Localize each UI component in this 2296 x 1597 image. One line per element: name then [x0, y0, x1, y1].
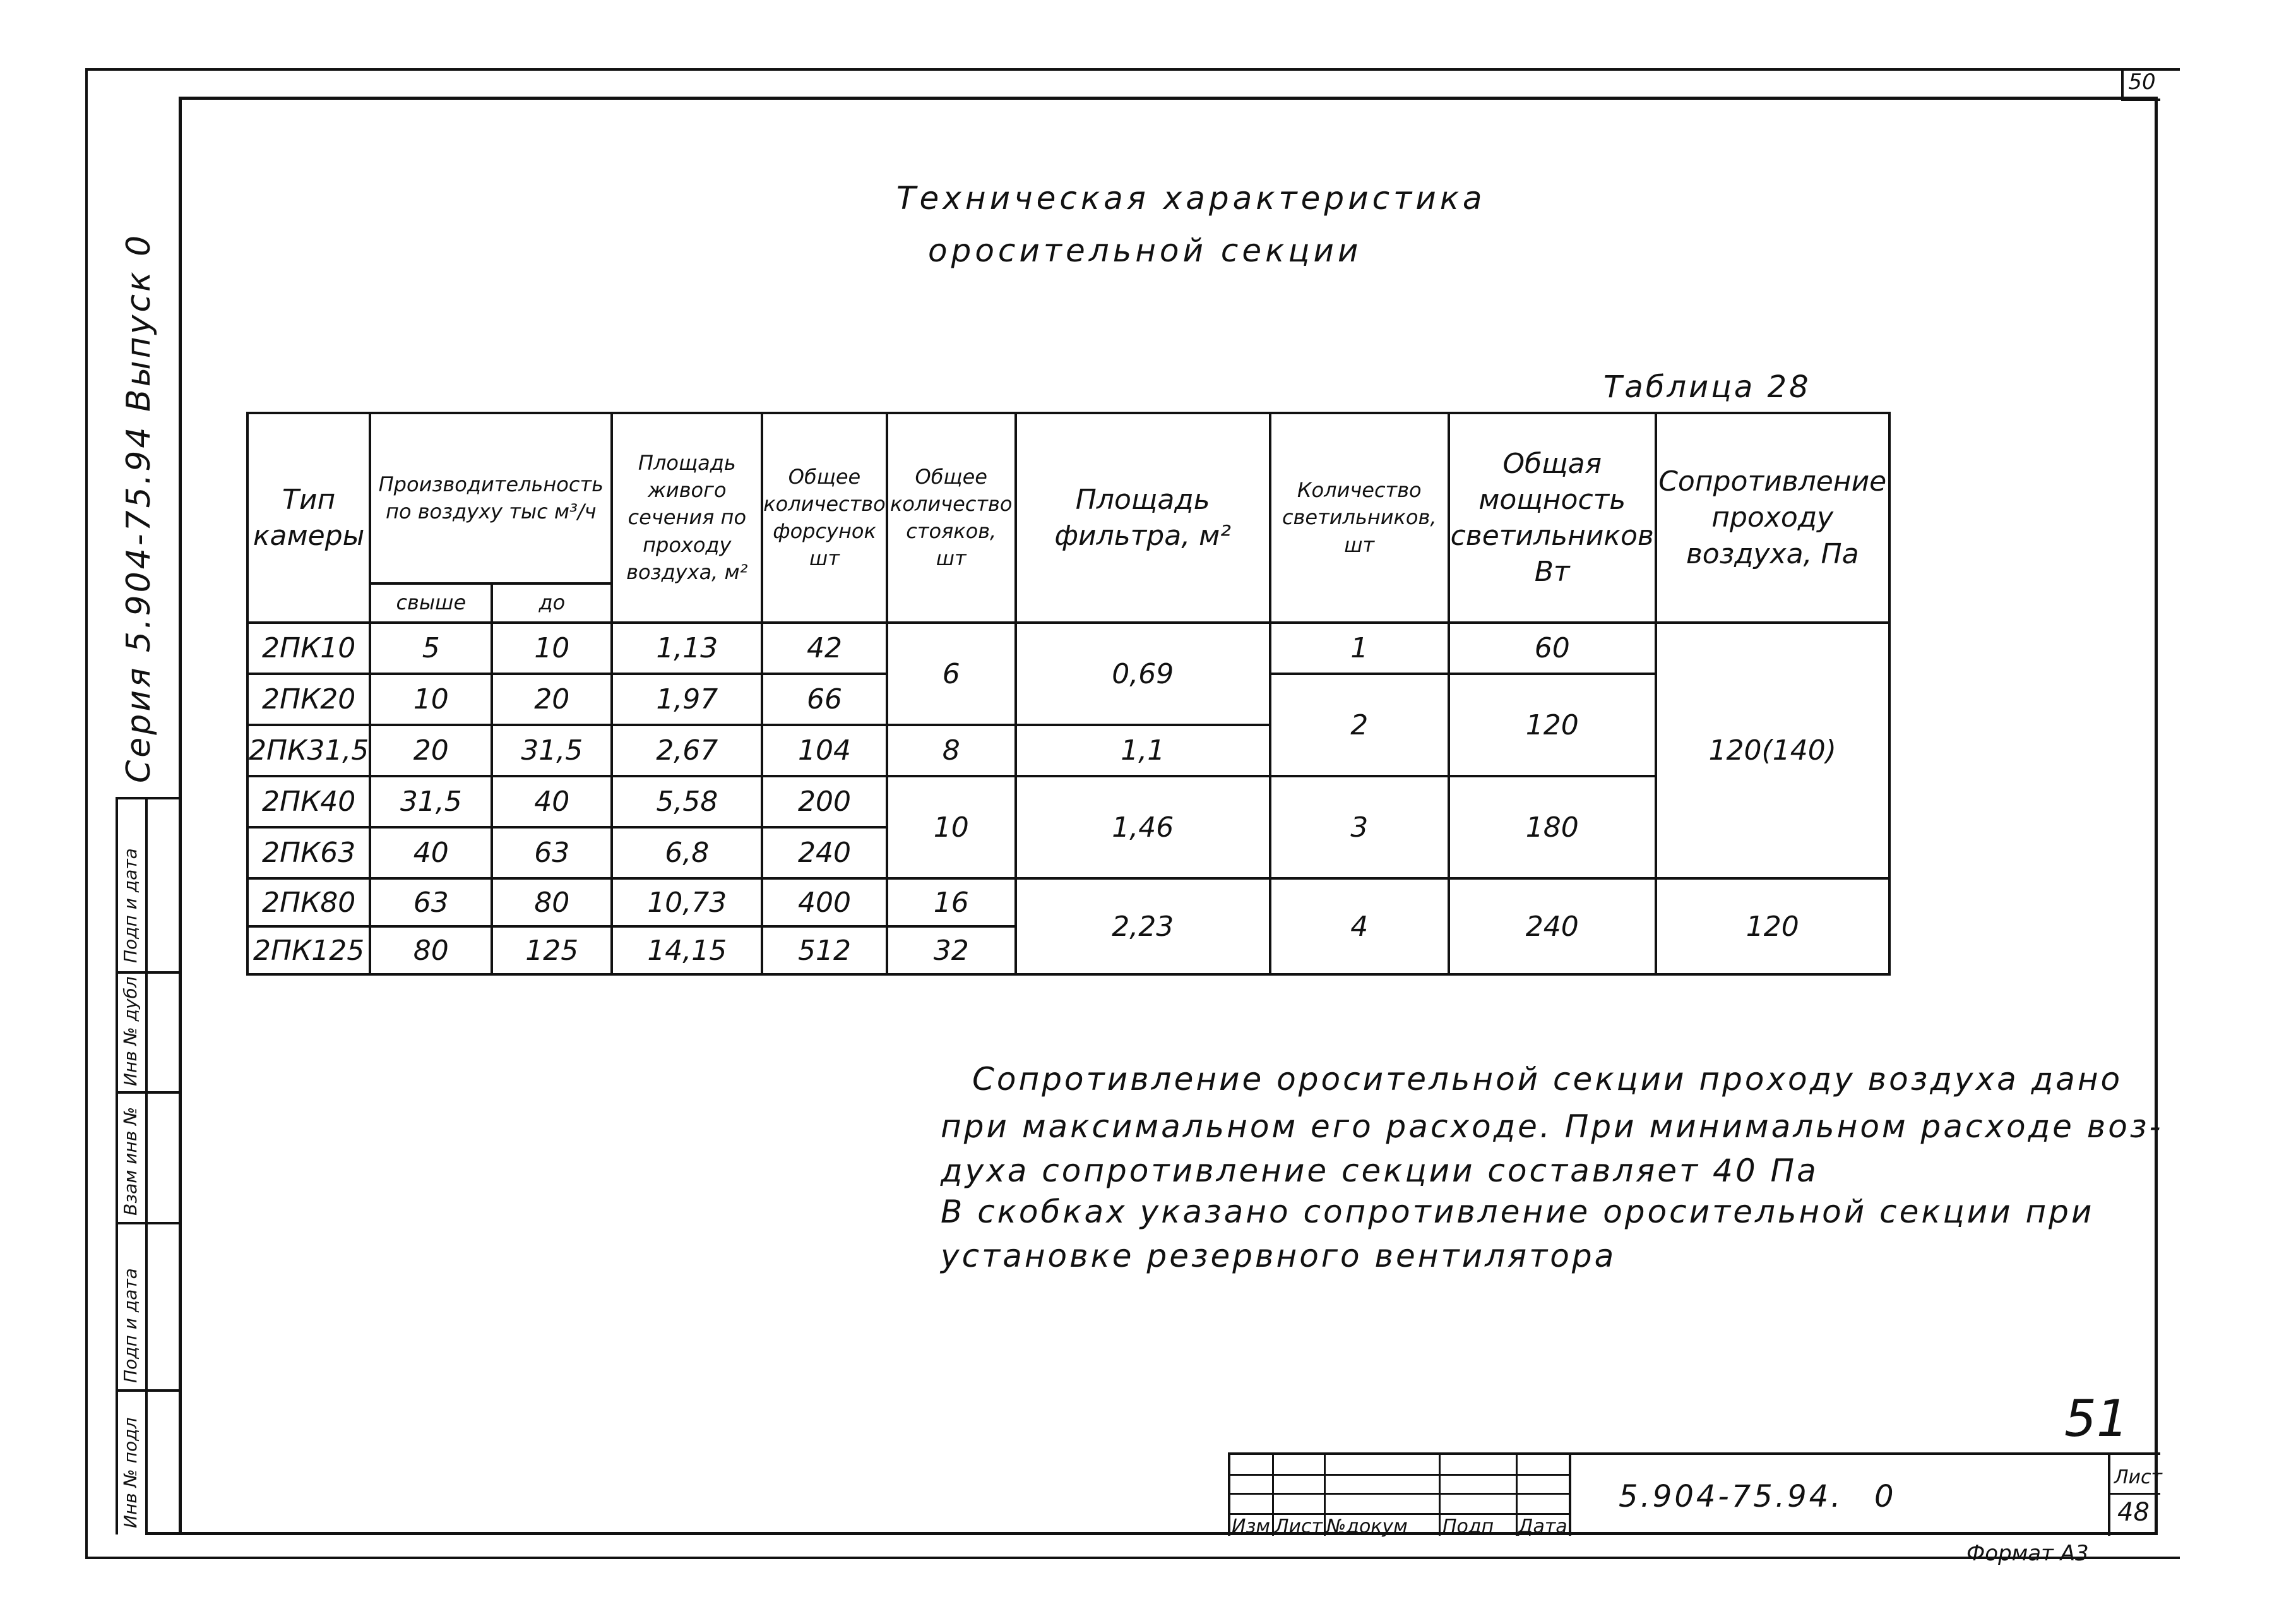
side-block-row3: [116, 1091, 179, 1094]
handwritten-page-mark: 51: [2064, 1389, 2129, 1448]
cell-filter: 1,46: [1016, 776, 1270, 878]
cell-risers: 32: [887, 926, 1016, 974]
cell-type: 2ПК10: [247, 623, 370, 674]
table-caption: Таблица 28: [1603, 369, 1811, 405]
cell-type: 2ПК20: [247, 674, 370, 725]
outer-frame-top: [85, 68, 2180, 71]
cell-from: 40: [370, 827, 492, 878]
cell-area: 5,58: [612, 776, 762, 827]
cell-to: 31,5: [492, 725, 612, 776]
header-lamps: Количество светильников, шт: [1270, 413, 1449, 623]
cell-risers: 10: [887, 776, 1016, 878]
side-block-row1: [116, 797, 179, 799]
note-line-2: при максимальном его расходе. При минимальном расходе воз-: [941, 1108, 2163, 1145]
cell-to: 40: [492, 776, 612, 827]
cell-nozzles: 400: [762, 878, 886, 926]
outer-frame-bottom: [85, 1557, 2180, 1559]
col-label-izm: Изм: [1232, 1516, 1271, 1538]
table-row: [247, 623, 1889, 674]
cell-filter: 1,1: [1016, 725, 1270, 776]
outer-frame-left: [85, 68, 88, 1558]
spec-table: [246, 412, 1891, 976]
header-nozzles: Общее количество форсунок шт: [762, 413, 886, 623]
cell-power: 120: [1449, 674, 1656, 776]
stamp-field-4: Инв № подл: [120, 1417, 141, 1528]
cell-lamps: 3: [1270, 776, 1449, 878]
cell-risers: 8: [887, 725, 1016, 776]
cell-filter: 0,69: [1016, 623, 1270, 725]
col-label-list: Лист: [1275, 1516, 1323, 1538]
stamp-field-3: Подп и дата: [120, 1268, 141, 1383]
note-line-5: установке резервного вентилятора: [941, 1238, 1617, 1274]
cell-to: 10: [492, 623, 612, 674]
cell-power: 60: [1449, 623, 1656, 674]
note-line-4: В скобках указано сопротивление оросительной секции при: [941, 1193, 2095, 1230]
cell-from: 31,5: [370, 776, 492, 827]
title-block: [1228, 1452, 2163, 1538]
page-title-line2: оросительной секции: [928, 232, 1362, 269]
cell-from: 20: [370, 725, 492, 776]
cell-risers: 6: [887, 623, 1016, 725]
cell-area: 2,67: [612, 725, 762, 776]
cell-area: 1,13: [612, 623, 762, 674]
cell-lamps: 1: [1270, 623, 1449, 674]
cell-power: 180: [1449, 776, 1656, 878]
header-type: Тип камеры: [247, 413, 370, 623]
document-designation: 5.904-75.94.: [1619, 1479, 1843, 1514]
table-row: [247, 878, 1889, 926]
note-line-3: духа сопротивление секции составляет 40 Па: [941, 1152, 1819, 1189]
stamp-field-0: Подп и дата: [120, 848, 141, 963]
side-block-left-line: [116, 797, 118, 1534]
cell-area: 1,97: [612, 674, 762, 725]
sheet-corner-number: [2121, 68, 2160, 101]
inner-frame-top: [179, 97, 2158, 100]
cell-nozzles: 104: [762, 725, 886, 776]
cell-to: 63: [492, 827, 612, 878]
cell-type: 2ПК125: [247, 926, 370, 974]
cell-nozzles: 240: [762, 827, 886, 878]
header-from: свыше: [370, 583, 492, 623]
side-block-row4: [116, 1222, 179, 1224]
cell-type: 2ПК63: [247, 827, 370, 878]
cell-filter: 2,23: [1016, 878, 1270, 974]
stamp-field-1: Инв № дубл: [120, 976, 141, 1086]
table-row: [247, 776, 1889, 827]
col-label-date: Дата: [1518, 1516, 1567, 1538]
cell-from: 80: [370, 926, 492, 974]
header-risers: Общее количество стояков, шт: [887, 413, 1016, 623]
cell-to: 80: [492, 878, 612, 926]
inner-frame-left: [179, 97, 182, 1535]
cell-from: 10: [370, 674, 492, 725]
cell-from: 5: [370, 623, 492, 674]
cell-to: 20: [492, 674, 612, 725]
header-power: Общая мощность светильников Вт: [1449, 413, 1656, 623]
col-label-doc: №докум: [1326, 1516, 1408, 1538]
side-block-divider: [145, 797, 148, 1534]
header-to: до: [492, 583, 612, 623]
cell-resistance: 120: [1656, 878, 1889, 974]
inner-frame-right: [2155, 97, 2158, 1535]
header-filter: Площадь фильтра, м²: [1016, 413, 1270, 623]
col-label-sign: Подп: [1442, 1516, 1494, 1538]
sheet-number: 48: [2117, 1498, 2150, 1527]
cell-type: 2ПК31,5: [247, 725, 370, 776]
cell-area: 10,73: [612, 878, 762, 926]
header-capacity: Производительность по воздуху тыс м³/ч: [370, 413, 612, 583]
header-resistance: Сопротивление проходу воздуха, Па: [1656, 413, 1889, 623]
revision-grid: [1230, 1455, 1571, 1536]
sheet-corner-text: 50: [2128, 69, 2156, 95]
side-block-row5: [116, 1389, 179, 1392]
cell-area: 14,15: [612, 926, 762, 974]
cell-nozzles: 512: [762, 926, 886, 974]
cell-type: 2ПК80: [247, 878, 370, 926]
cell-area: 6,8: [612, 827, 762, 878]
side-block-row2: [116, 971, 179, 974]
cell-from: 63: [370, 878, 492, 926]
issue-number: 0: [1874, 1479, 1894, 1514]
cell-risers: 16: [887, 878, 1016, 926]
cell-nozzles: 42: [762, 623, 886, 674]
cell-nozzles: 200: [762, 776, 886, 827]
cell-nozzles: 66: [762, 674, 886, 725]
cell-power: 240: [1449, 878, 1656, 974]
cell-lamps: 2: [1270, 674, 1449, 776]
page-title-line1: Техническая характеристика: [896, 180, 1486, 217]
cell-lamps: 4: [1270, 878, 1449, 974]
cell-resistance: 120(140): [1656, 623, 1889, 878]
note-line-1: Сопротивление оросительной секции проходу воздуха дано: [972, 1061, 2123, 1098]
cell-type: 2ПК40: [247, 776, 370, 827]
header-area: Площадь живого сечения по проходу воздуха, м²: [612, 413, 762, 623]
series-label: Серия 5.904-75.94 Выпуск 0: [120, 232, 158, 783]
sheet-label: Лист: [2114, 1466, 2163, 1488]
format-label: Формат А3: [1966, 1541, 2089, 1566]
cell-to: 125: [492, 926, 612, 974]
stamp-field-2: Взам инв №: [120, 1106, 141, 1216]
